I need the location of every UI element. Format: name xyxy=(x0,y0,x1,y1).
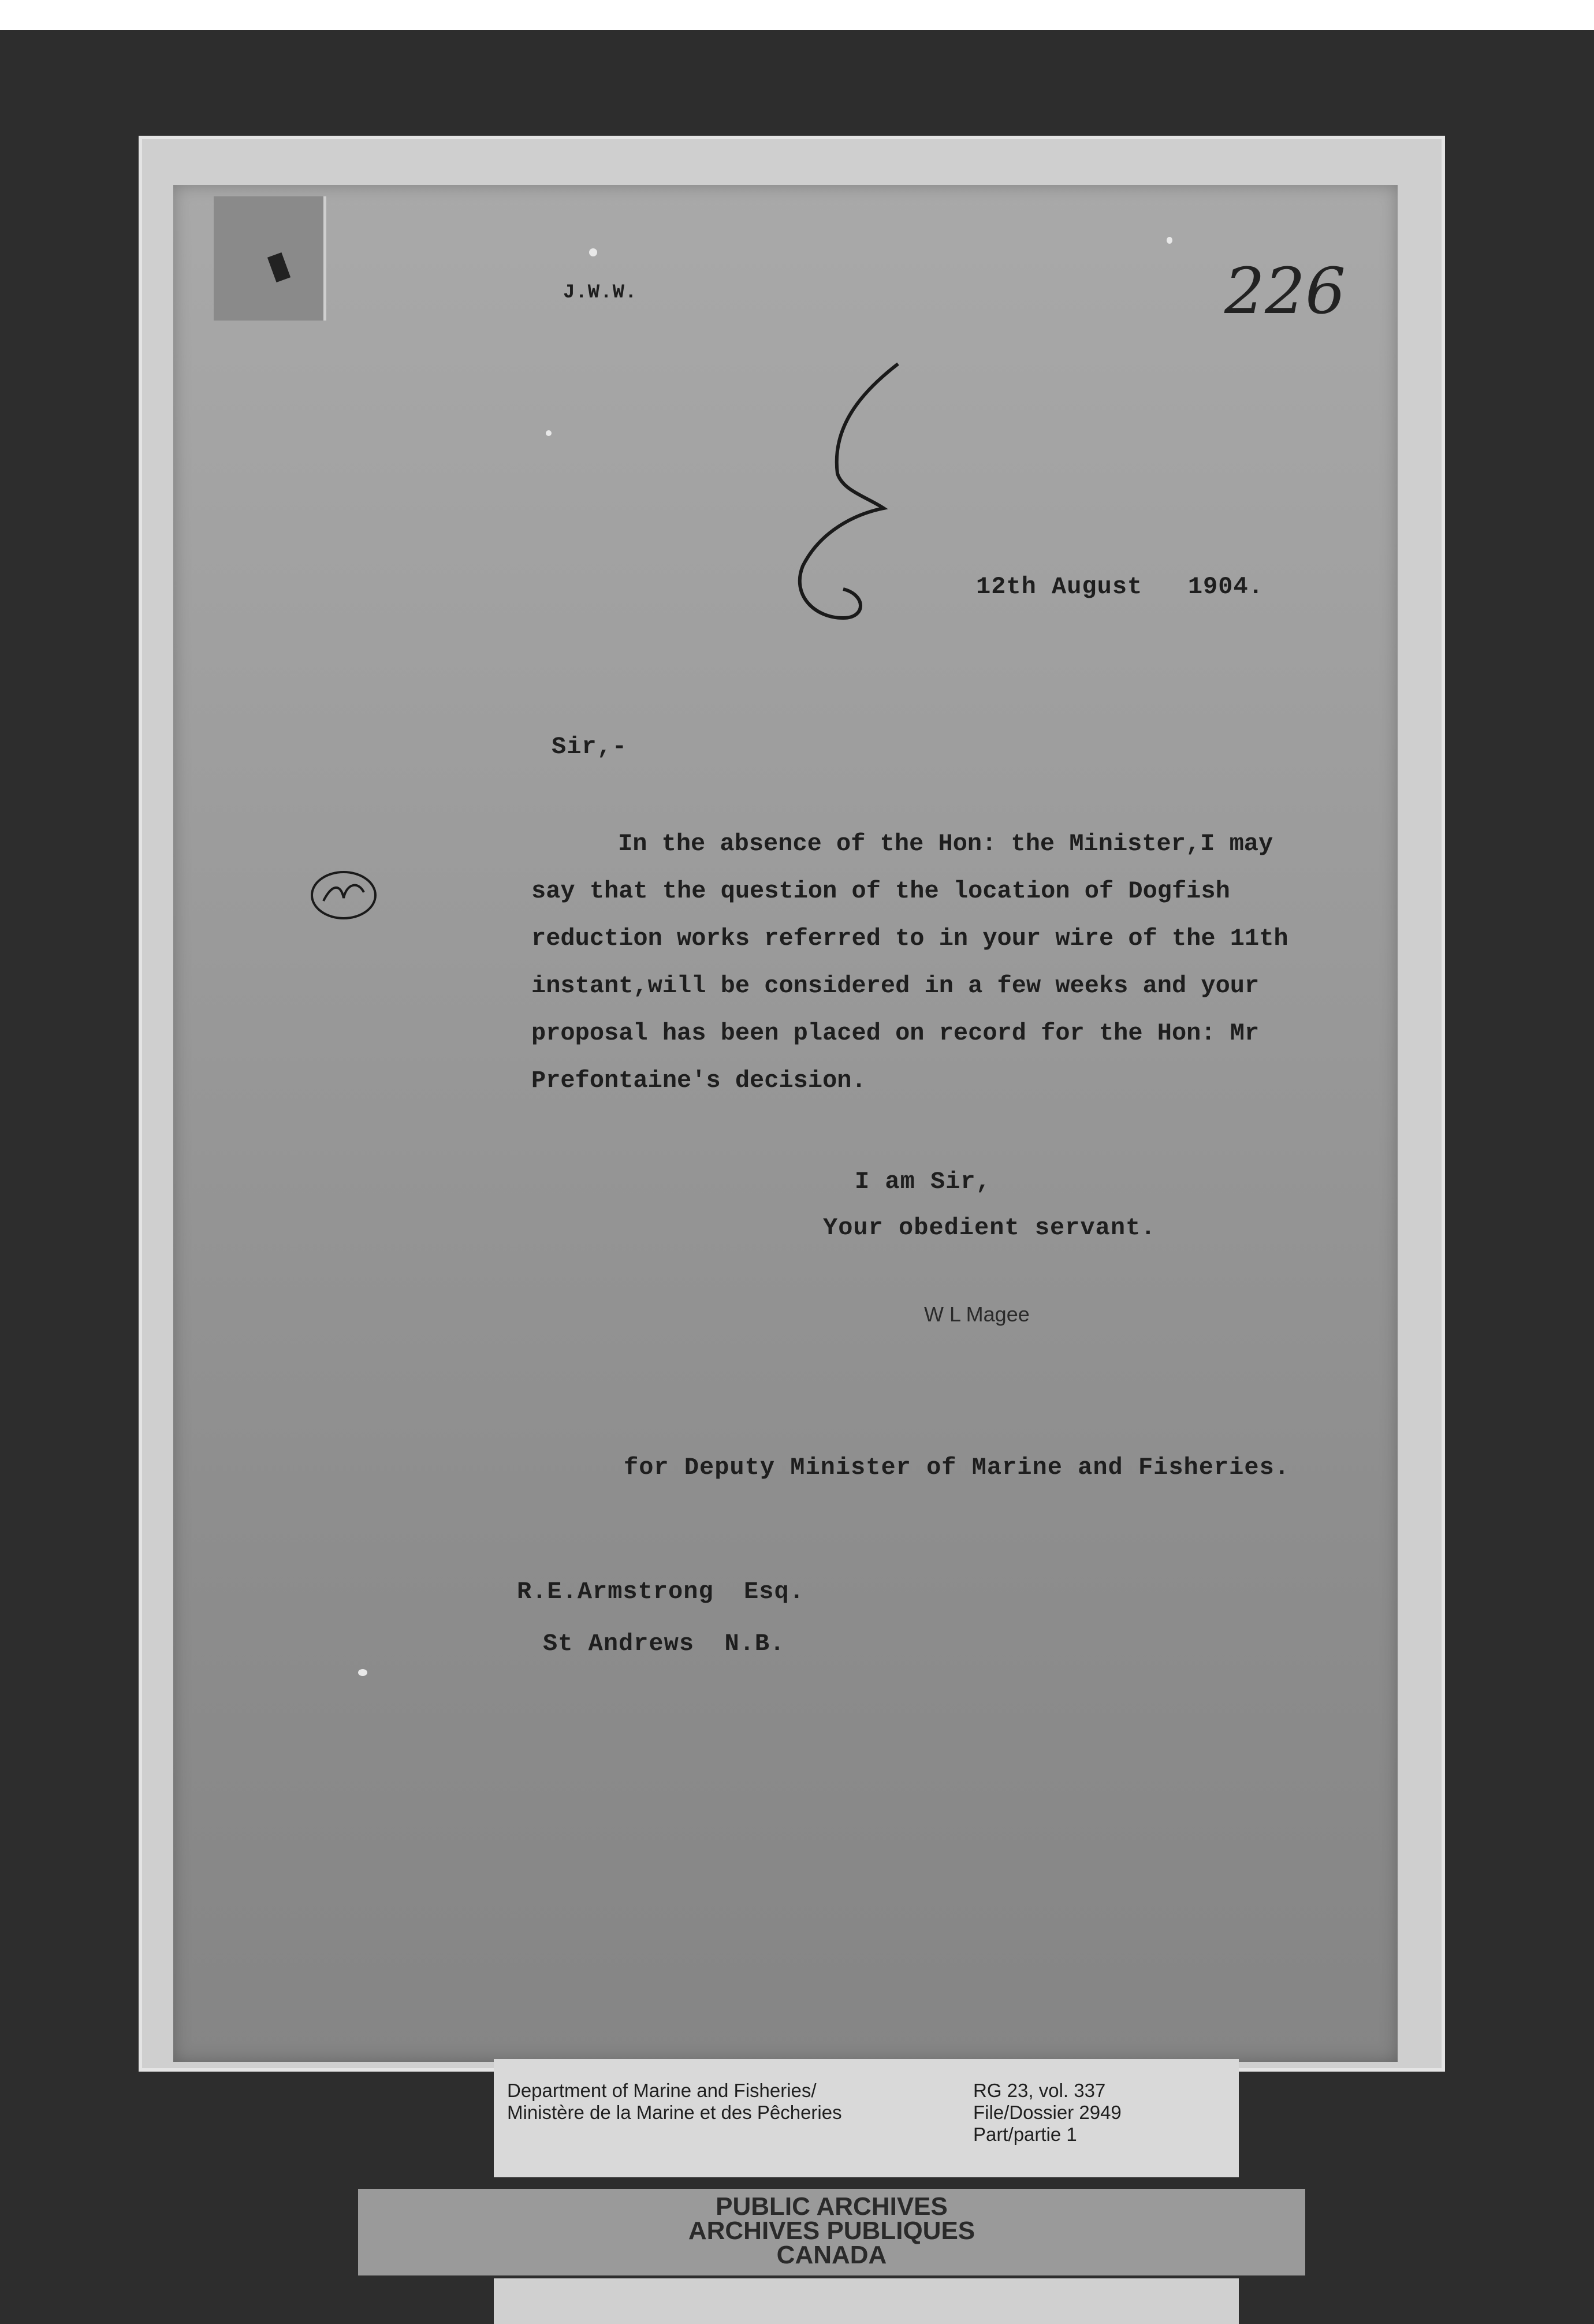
dust-speck xyxy=(1167,237,1172,244)
body-line: proposal has been placed on record for the Hon: Mr xyxy=(531,1019,1260,1047)
letter-date: 12th August 1904. xyxy=(976,573,1264,601)
record-group: RG 23, vol. 337 xyxy=(973,2080,1106,2101)
page-number: 226 xyxy=(1224,254,1346,328)
dust-speck xyxy=(589,248,597,256)
handwritten-numeral-mark xyxy=(768,358,918,630)
addressee-name: R.E.Armstrong Esq. xyxy=(517,1578,805,1606)
body-line: In the absence of the Hon: the Minister,I may xyxy=(618,830,1273,858)
part-number: Part/partie 1 xyxy=(973,2124,1077,2145)
salutation: Sir,- xyxy=(552,733,628,761)
body-line: say that the question of the location of Dogfish xyxy=(531,877,1230,905)
binding-clip xyxy=(214,196,326,321)
body-line: reduction works referred to in your wire of the 11th xyxy=(531,925,1288,952)
archives-stamp-text xyxy=(358,2192,1305,2269)
signature: W L Magee xyxy=(924,1302,1030,1326)
department-fr: Ministère de la Marine et des Pêcheries xyxy=(507,2102,842,2123)
archive-label-card xyxy=(494,2059,1239,2177)
file-number: File/Dossier 2949 xyxy=(973,2102,1122,2123)
dust-speck xyxy=(546,430,552,436)
archives-line: PUBLIC ARCHIVES xyxy=(716,2192,948,2221)
department-block xyxy=(507,2080,842,2124)
handwritten-initial-mark xyxy=(306,866,381,924)
archives-line: ARCHIVES PUBLIQUES xyxy=(688,2217,975,2245)
signature-title: for Deputy Minister of Marine and Fisheries. xyxy=(624,1454,1290,1481)
closing-line: I am Sir, xyxy=(855,1168,991,1195)
body-line: instant,will be considered in a few weeks and your xyxy=(531,972,1260,1000)
archives-stamp-band xyxy=(358,2189,1305,2275)
reference-block xyxy=(973,2080,1122,2146)
department-en: Department of Marine and Fisheries/ xyxy=(507,2080,817,2101)
dust-speck xyxy=(358,1669,367,1676)
bottom-label-strip xyxy=(494,2278,1239,2324)
body-line: Prefontaine's decision. xyxy=(531,1067,866,1094)
closing-line: Your obedient servant. xyxy=(823,1214,1156,1242)
addressee-place: St Andrews N.B. xyxy=(543,1630,785,1658)
archives-line: CANADA xyxy=(776,2241,887,2269)
initials: J.W.W. xyxy=(563,282,638,304)
